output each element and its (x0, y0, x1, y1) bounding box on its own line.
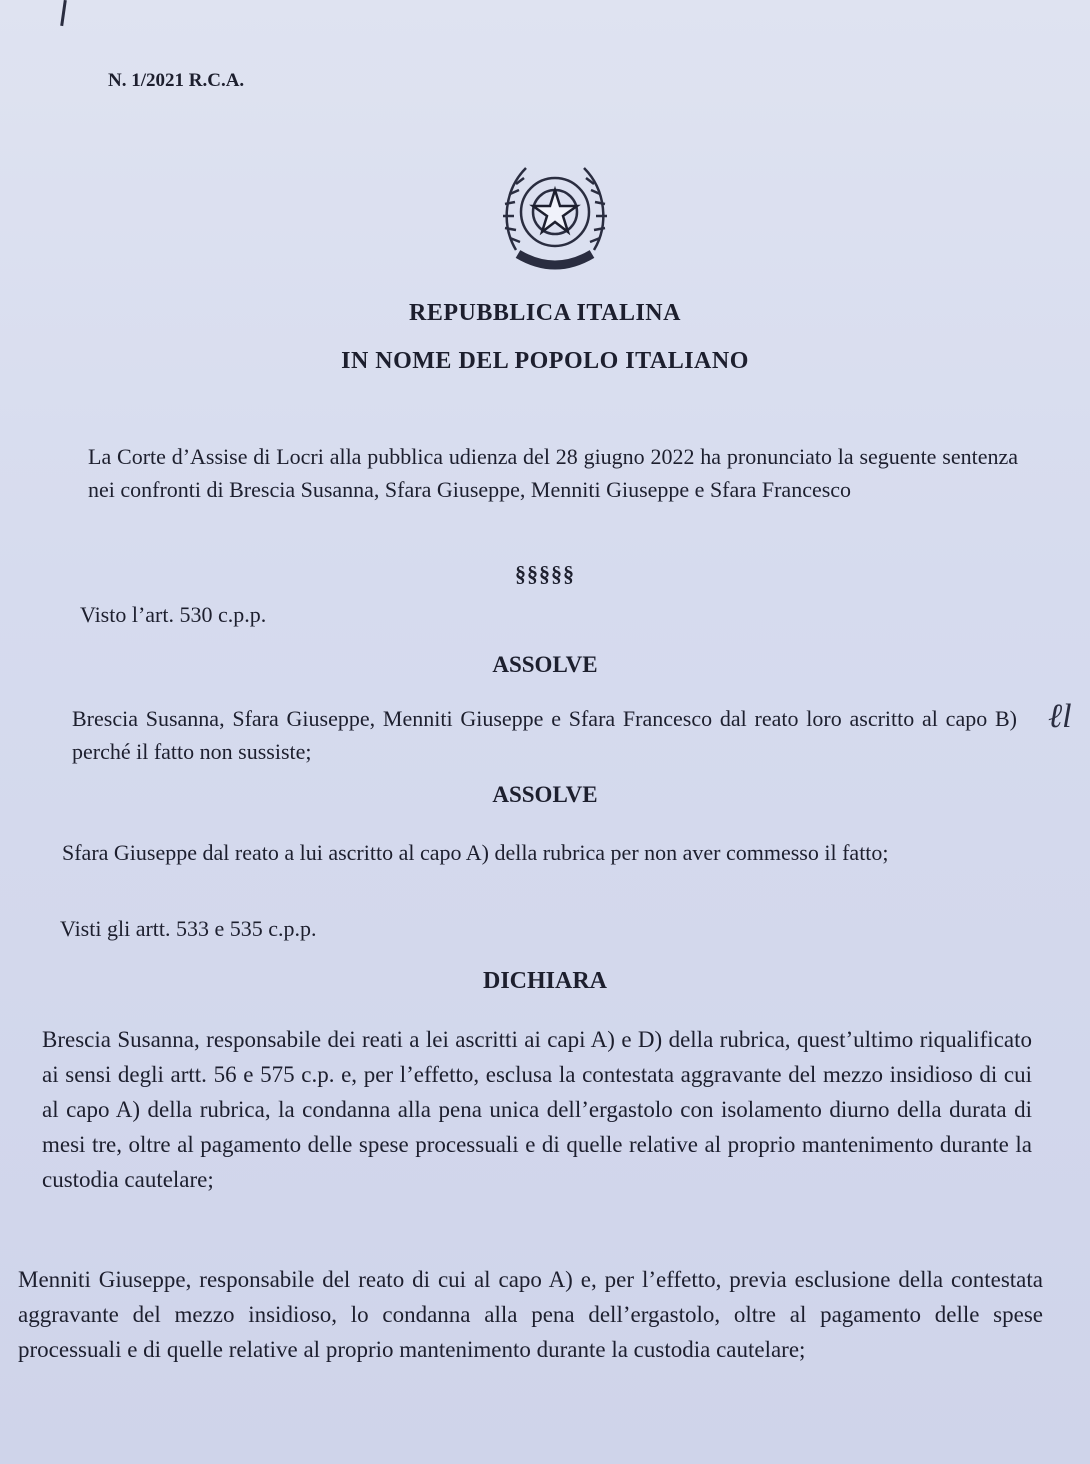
assolve-paragraph-1: Brescia Susanna, Sfara Giuseppe, Menniti Giuseppe e Sfara Francesco dal reato loro ascritto al capo B) perché il fatto non sussiste; (72, 706, 1017, 764)
handwritten-margin-mark: ℓl (1048, 698, 1072, 735)
visti-artt-533-535: Visti gli artt. 533 e 535 c.p.p. (60, 916, 317, 941)
section-separator: §§§§§ (515, 561, 575, 586)
heading-repubblica: REPUBBLICA ITALINA (409, 300, 681, 326)
case-number: N. 1/2021 R.C.A. (108, 70, 245, 91)
assolve-heading-2: ASSOLVE (492, 782, 598, 807)
heading-popolo: IN NOME DEL POPOLO ITALIANO (341, 348, 749, 374)
pen-mark (60, 0, 67, 26)
assolve-heading-1: ASSOLVE (492, 652, 598, 677)
visto-art-530: Visto l’art. 530 c.p.p. (80, 602, 267, 627)
dichiara-brescia-paragraph: Brescia Susanna, responsabile dei reati a lei ascritti ai capi A) e D) della rubrica, quest’ultimo riqualificato ai sensi degli artt. 56 e 575 c.p. e, per l’effetto, esclusa la contestata aggravante del mezzo insidioso di cui al capo A) della rubrica, la condanna alla pena unica dell’ergastolo con isolamento diurno della durata di mesi tre, oltre al pagamento delle spese processuali e di quelle relative al proprio mantenimento durante la custodia cautelare; (42, 1027, 1032, 1192)
assolve-paragraph-2: Sfara Giuseppe dal reato a lui ascritto al capo A) della rubrica per non aver commesso il fatto; (62, 840, 889, 865)
dichiara-menniti-paragraph: Menniti Giuseppe, responsabile del reato di cui al capo A) e, per l’effetto, previa esclusione della contestata aggravante del mezzo insidioso, lo condanna alla pena dell’ergastolo, oltre al pagamento delle spese processuali e di quelle relative al proprio mantenimento durante la custodia cautelare; (18, 1267, 1043, 1362)
intro-paragraph: La Corte d’Assise di Locri alla pubblica udienza del 28 giugno 2022 ha pronunciato la seguente sentenza nei confronti di Brescia Susanna, Sfara Giuseppe, Menniti Giuseppe e Sfara Francesco (88, 444, 1018, 502)
dichiara-heading: DICHIARA (482, 968, 607, 994)
italian-republic-emblem-icon (496, 150, 614, 280)
